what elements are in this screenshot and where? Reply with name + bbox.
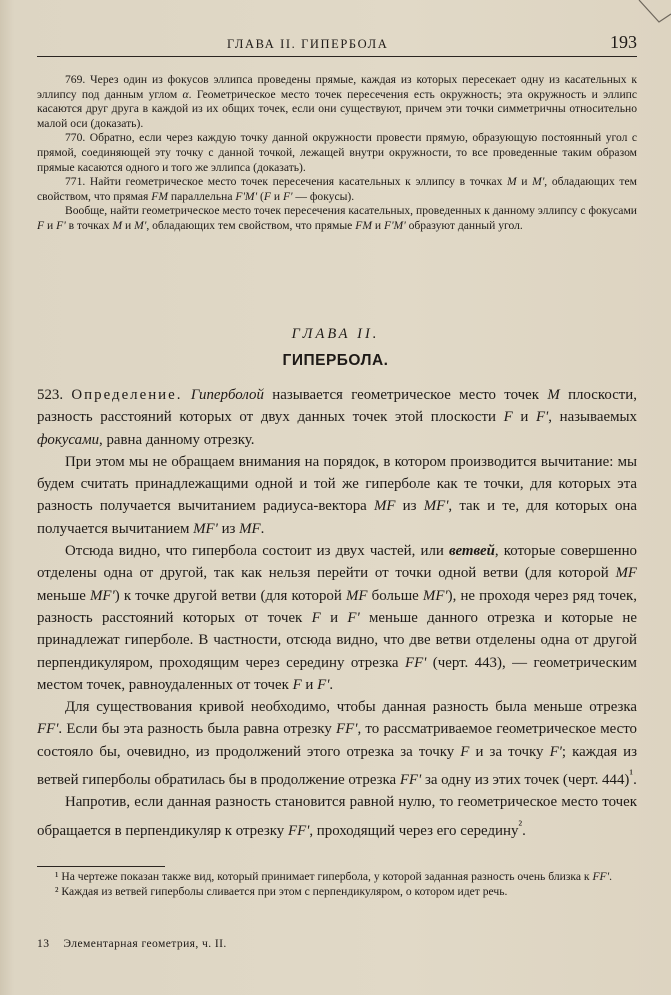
page-number: 193: [610, 32, 637, 52]
chapter-title: ГИПЕРБОЛА.: [282, 352, 389, 369]
running-head: ГЛАВА II. ГИПЕРБОЛА: [227, 37, 389, 51]
page-header: [37, 32, 637, 57]
paragraph-zero-difference: Напротив, если данная разность становится равной нулю, то геометрическое место точек обращается в перпендикуляр к отрезку FF', проходящий через его середину$^{^2}$.: [37, 794, 637, 839]
exercises-block: [37, 73, 637, 234]
paragraph-branches: Отсюда видно, что гипербола состоит из двух частей, или ветвей, которые совершенно отделены одна от другой, так как нельзя перейти от точки одной ветви (для которой MF меньше MF') к точке другой ветви (для которой MF больше MF'), не проходя через ряд точек, разность расстояний которых от точек F и F' меньше данного отрезка и которые не принадлежат гиперболе. В частности, отсюда видно, что две ветви отделены одна от другой перпендикуляром, проходящим через середину отрезка FF' (черт. 443), — геометрическим местом точек, равноудаленных от точек F и F'.: [37, 543, 638, 693]
paragraph-existence: Для существования кривой необходимо, чтобы данная разность была меньше отрезка FF'. Если бы эта разность была равна отрезку FF', то рассматриваемое геометрическое место состояло бы, очевидно, из продолжений этого отрезка за точку F и за точку F'; каждая из ветвей гиперболы обратилась бы в продолжение отрезка FF' за одну из этих точек (черт. 444)$^{^1}$.: [37, 699, 637, 789]
exercise-771-general: Вообще, найти геометрическое место точек пересечения касательных, проведенных к данному эллипсу с фокусами F и F' в точках M и M', обладающих тем свойством, что прямые FM и F'M' образуют данный угол.: [37, 204, 637, 232]
chapter-label: ГЛАВА II.: [291, 326, 380, 342]
paragraph-definition: 523. Определение. Гиперболой называется геометрическое место точек M плоскости, разность расстояний которых от двух данных точек этой плоскости F и F', называемых фокусами, равна данному отрезку.: [37, 387, 637, 448]
main-text: [37, 384, 637, 842]
footnotes: [37, 870, 637, 899]
printer-signature: [37, 937, 227, 950]
exercise-769: 769. Через один из фокусов эллипса проведены прямые, каждая из которых пересекает одну из касательных к эллипсу под данным углом α. Геометрическое место точек пересечения есть окружность; эта окружность и эллипс касаются друг друга в каждой из их общих точек, если они существуют, причем эти точки симметричны относительно малой оси (доказать).: [37, 73, 638, 130]
signature-number: 13: [37, 937, 50, 950]
footnote-rule: [37, 866, 165, 867]
exercise-770: 770. Обратно, если через каждую точку данной окружности провести прямую, образующую постоянный угол с прямой, соединяющей эту точку с данной точкой, лежащей внутри окружности, то все проведенные таким образом прямые касаются одного и того же эллипса (доказать).: [37, 131, 637, 174]
footnote-1: ¹ На чертеже показан также вид, который принимает гипербола, у которой заданная разность очень близка к FF'.: [55, 870, 613, 883]
signature-text: Элементарная геометрия, ч. II.: [63, 937, 227, 950]
footnote-ref-1: ¹: [629, 767, 634, 782]
footnote-ref-2: ²: [518, 817, 523, 832]
page-corner-fold-mark: [631, 0, 671, 40]
footnote-2: ² Каждая из ветвей гиперболы сливается при этом с перпендикуляром, о котором идет речь.: [55, 884, 508, 898]
exercise-771: 771. Найти геометрическое место точек пересечения касательных к эллипсу в точках M и M', обладающих тем свойством, что прямая FM параллельна F'M' (F и F' — фокусы).: [37, 175, 637, 203]
paragraph-order: При этом мы не обращаем внимания на порядок, в котором производится вычитание: мы будем считать принадлежащими одной и той же гиперболе как те точки, для которых эта разность получается вычитанием радиуса-вектора MF из MF', так и те, для которых она получается вычитанием MF' из MF.: [37, 453, 637, 537]
